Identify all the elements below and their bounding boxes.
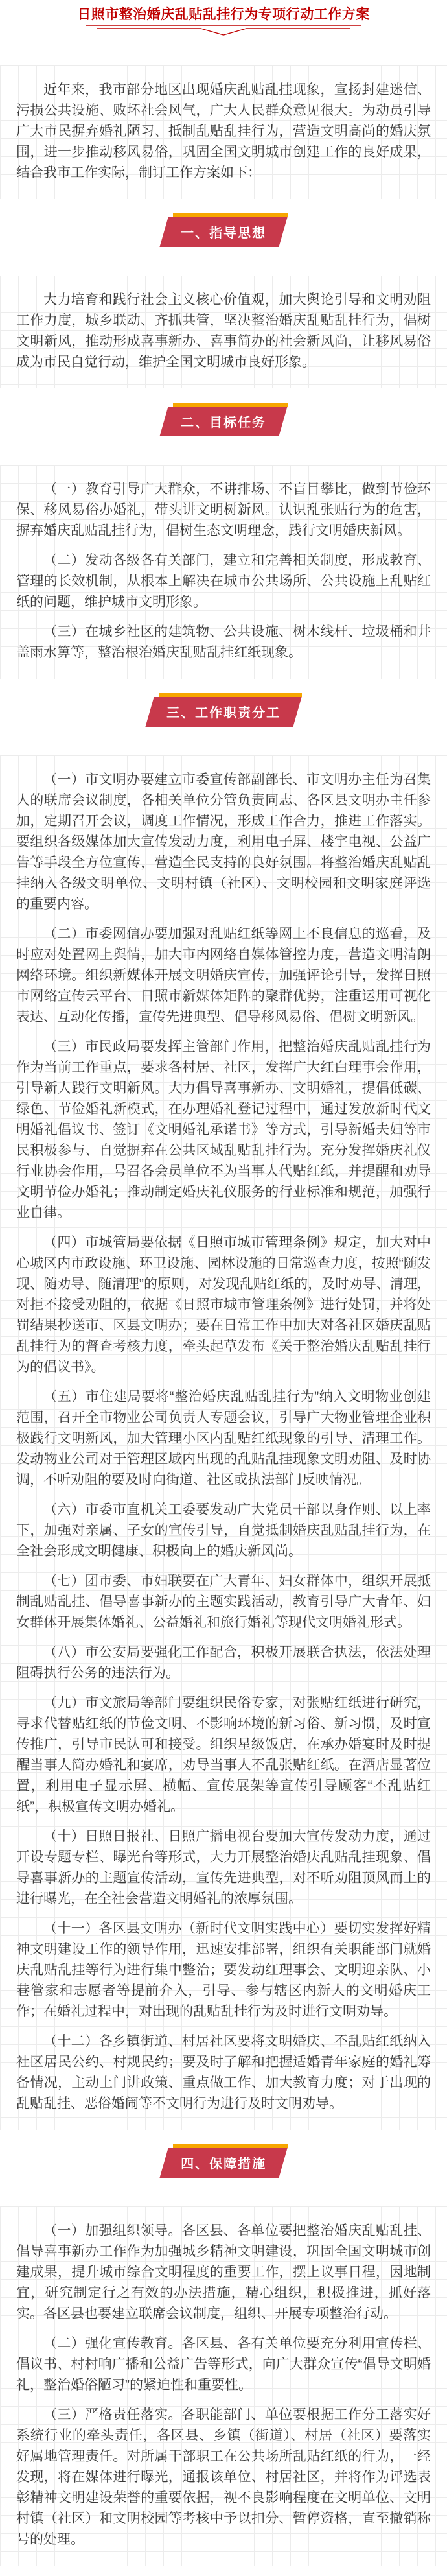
section-4-badge xyxy=(164,2144,283,2178)
badge-red-ribbon xyxy=(159,407,287,436)
section-3-badge-row xyxy=(0,693,447,727)
paragraph: （二）强化宣传教育。各区县、各有关单位要充分利用宣传栏、倡议书、村村响广播和公益广告等形式，向广大群众宣传“倡导文明婚礼，整治婚俗陋习”的紧迫性和重要性。 xyxy=(16,2336,431,2393)
paragraph: （十）日照日报社、日照广播电视台要加大宣传发动力度，通过开设专题专栏、曝光台等形式，大力开展整治婚庆乱贴乱挂现象、倡导喜事新办的主题宣传活动，宣传先进典型，对不听劝阻顶风而上的进行曝光，在全社会营造文明婚礼的浓厚氛围。 xyxy=(16,1829,431,1906)
paragraph: （一）市文明办要建立市委宣传部副部长、市文明办主任为召集人的联席会议制度，各相关单位分管负责同志、各区县文明办主任参加，定期召开会议，调度工作情况，形成工作合力，推进工作落实。要组织各级媒体加大宣传发动力度，利用电子屏、楼宇电视、公益广告等手段全方位宣传，营造全民支持的良好氛围。将整治婚庆乱贴乱挂纳入各级文明单位、文明村镇（社区）、文明校园和文明家庭评选的重要内容。 xyxy=(16,772,431,912)
paragraph: （一）加强组织领导。各区县、各单位要把整治婚庆乱贴乱挂、倡导喜事新办工作作为加强城乡精神文明建设，巩固全国文明城市创建成果，提升城市综合文明程度的重要工作，摆上议事日程，因地制宜，研究制定行之有效的办法措施，精心组织，积极推进，抓好落实。各区县也要建立联席会议制度，组织、开展专项整治行动。 xyxy=(16,2223,431,2321)
section-3-block xyxy=(0,755,447,2130)
section-1-block xyxy=(0,276,447,388)
paragraph: （一）教育引导广大群众，不讲排场、不盲目攀比，做到节俭环保、移风易俗办婚礼，带头讲文明树新风。认识乱张贴行为的危害，摒弃婚庆乱贴乱挂行为，倡树生态文明理念，践行文明婚庆新风。 xyxy=(16,482,431,538)
section-2-badge xyxy=(164,403,283,436)
section-2-block xyxy=(0,465,447,679)
paragraph: （三）严格责任落实。各职能部门、单位要根据工作分工落实好系统行业的牵头责任，各区县、乡镇（街道）、村居（社区）要落实好属地管理责任。对所属干部职工在公共场所乱贴红纸的行为，一经发现，将在媒体进行曝光，通报该单位、村居社区，并将作为评选表彰精神文明建设荣誉的重要依据，视不良影响程度在文明单位、文明村镇（社区）和文明校园等考核中予以扣分、暂停资格，直至撤销称号的处理。 xyxy=(16,2407,431,2547)
paragraph: （八）市公安局要强化工作配合，积极开展联合执法，依法处理阻碍执行公务的违法行为。 xyxy=(16,1645,431,1681)
section-3-badge xyxy=(150,693,297,727)
paragraph: 近年来，我市部分地区出现婚庆乱贴乱挂现象，宣扬封建迷信、污损公共设施、败坏社会风气，广大人民群众意见很大。为动员引导广大市民摒弃婚礼陋习、抵制乱贴乱挂行为，营造文明高尚的婚庆氛围，进一步推动移风易俗，巩固全国文明城市创建工作的良好成果，结合我市工作实际，制订工作方案如下： xyxy=(16,82,431,180)
badge-red-ribbon xyxy=(145,697,301,727)
intro-block xyxy=(0,65,447,199)
section-3-heading: 三、工作职责分工 xyxy=(166,706,281,720)
section-2-badge-row xyxy=(0,403,447,436)
badge-red-ribbon xyxy=(159,2148,287,2178)
paragraph: （二）市委网信办要加强对乱贴红纸等网上不良信息的巡看，及时应对处置网上舆情，加大市内网络自媒体管控力度，营造文明清朗网络环境。组织新媒体开展文明婚庆宣传，加强评论引导，发挥日照市网络宣传云平台、日照市新媒体矩阵的聚群优势，注重运用可视化表达、互动化传播，宣传先进典型、倡导移风易俗、倡树文明新风。 xyxy=(16,927,431,1024)
title-underline-decoration xyxy=(86,24,361,37)
section-4-badge-row xyxy=(0,2144,447,2178)
paragraph: （五）市住建局要将“整治婚庆乱贴乱挂行为”纳入文明物业创建范围，召开全市物业公司负责人专题会议，引导广大物业管理企业积极践行文明新风，加大管理小区内乱贴红纸现象的引导、清理工作。发动物业公司对于管理区域内出现的乱贴乱挂现象文明劝阻、及时协调，不听劝阻的要及时向街道、社区或执法部门反映情况。 xyxy=(16,1389,431,1487)
paragraph: （四）市城管局要依据《日照市城市管理条例》规定，加大对中心城区内市政设施、环卫设施、园林设施的日常巡查力度，按照“随发现、随劝导、随清理”的原则，对发现乱贴红纸的，及时劝导、清理，对拒不接受劝阻的，依据《日照市城市管理条例》进行处罚，并将处罚结果抄送市、区县文明办；要在日常工作中加大对各社区婚庆乱贴乱挂行为的督查考核力度，牵头起草发布《关于整治婚庆乱贴乱挂行为的倡议书》。 xyxy=(16,1235,431,1375)
section-1-badge xyxy=(164,213,283,247)
section-4-heading: 四、保障措施 xyxy=(181,2157,267,2171)
section-2-heading: 二、目标任务 xyxy=(181,416,267,430)
page-title: 日照市整治婚庆乱贴乱挂行为专项行动工作方案 xyxy=(77,7,370,22)
paragraph: （九）市文旅局等部门要组织民俗专家，对张贴红纸进行研究，寻求代替贴红纸的节俭文明、不影响环境的新习俗、新习惯，及时宣传推广，引导市民认可和接受。组织星级饭店，在承办婚宴时及时提醒当事人简办婚礼和宴席，劝导当事人不乱张贴红纸。在酒店显著位置，利用电子显示屏、横幅、宣传展架等宣传引导顾客“不乱贴红纸”，积极宣传文明办婚礼。 xyxy=(16,1696,431,1814)
section-4-block xyxy=(0,2206,447,2566)
badge-red-ribbon xyxy=(159,217,287,247)
paragraph: （十二）各乡镇街道、村居社区要将文明婚庆、不乱贴红纸纳入社区居民公约、村规民约；要及时了解和把握适婚青年家庭的婚礼筹备情况，主动上门讲政策、重点做工作、加大教育力度；对于出现的乱贴乱挂、恶俗婚闹等不文明行为进行及时文明劝导。 xyxy=(16,2034,431,2111)
section-1-badge-row xyxy=(0,213,447,247)
paragraph: 大力培育和践行社会主义核心价值观，加大舆论引导和文明劝阻工作力度，城乡联动、齐抓共管，坚决整治婚庆乱贴乱挂行为，倡树文明新风，推动形成喜事新办、喜事简办的社会新风尚，让移风易俗成为市民自觉行动，维护全国文明城市良好形象。 xyxy=(16,292,431,370)
paragraph: （二）发动各级各有关部门，建立和完善相关制度，形成教育、管理的长效机制，从根本上解决在城市公共场所、公共设施上乱贴红纸的问题，维护城市文明形象。 xyxy=(16,553,431,609)
paragraph: （六）市委市直机关工委要发动广大党员干部以身作则、以上率下，加强对亲属、子女的宣传引导，自觉抵制婚庆乱贴乱挂行为，在全社会形成文明健康、积极向上的婚庆新风尚。 xyxy=(16,1502,431,1559)
paragraph: （七）团市委、市妇联要在广大青年、妇女群体中，组织开展抵制乱贴乱挂、倡导喜事新办的主题实践活动，教育引导广大青年、妇女群体开展集体婚礼、公益婚礼和旅行婚礼等现代文明婚礼形式。 xyxy=(16,1574,431,1630)
paragraph: （三）市民政局要发挥主管部门作用，把整治婚庆乱贴乱挂行为作为当前工作重点，要求各村居、社区，发挥广大红白理事会作用，引导新人践行文明新风。大力倡导喜事新办、文明婚礼，提倡低碳、绿色、节俭婚礼新模式，在办理婚礼登记过程中，通过发放新时代文明婚礼倡议书、签订《文明婚礼承诺书》等方式，引导新婚夫妇等市民积极参与、自觉摒弃在公共区域乱贴乱挂行为。充分发挥婚庆礼仪行业协会作用，号召各会员单位不为当事人代贴红纸，并提醒和劝导文明节俭办婚礼；推动制定婚庆礼仪服务的行业标准和规范，加强行业自律。 xyxy=(16,1039,431,1220)
paragraph: （十一）各区县文明办（新时代文明实践中心）要切实发挥好精神文明建设工作的领导作用，迅速安排部署，组织有关职能部门就婚庆乱贴乱挂等行为进行集中整治；要发动红理事会、文明迎亲队、小巷管家和志愿者等提前介入，引导、参与辖区内新人的文明婚庆工作；在婚礼过程中，对出现的乱贴乱挂行为及时进行文明劝导。 xyxy=(16,1921,431,2019)
paragraph: （三）在城乡社区的建筑物、公共设施、树木线杆、垃圾桶和井盖雨水箅等，整治根治婚庆乱贴乱挂红纸现象。 xyxy=(16,624,431,660)
bottom-whitespace xyxy=(0,2566,447,2576)
section-1-heading: 一、指导思想 xyxy=(181,226,267,241)
